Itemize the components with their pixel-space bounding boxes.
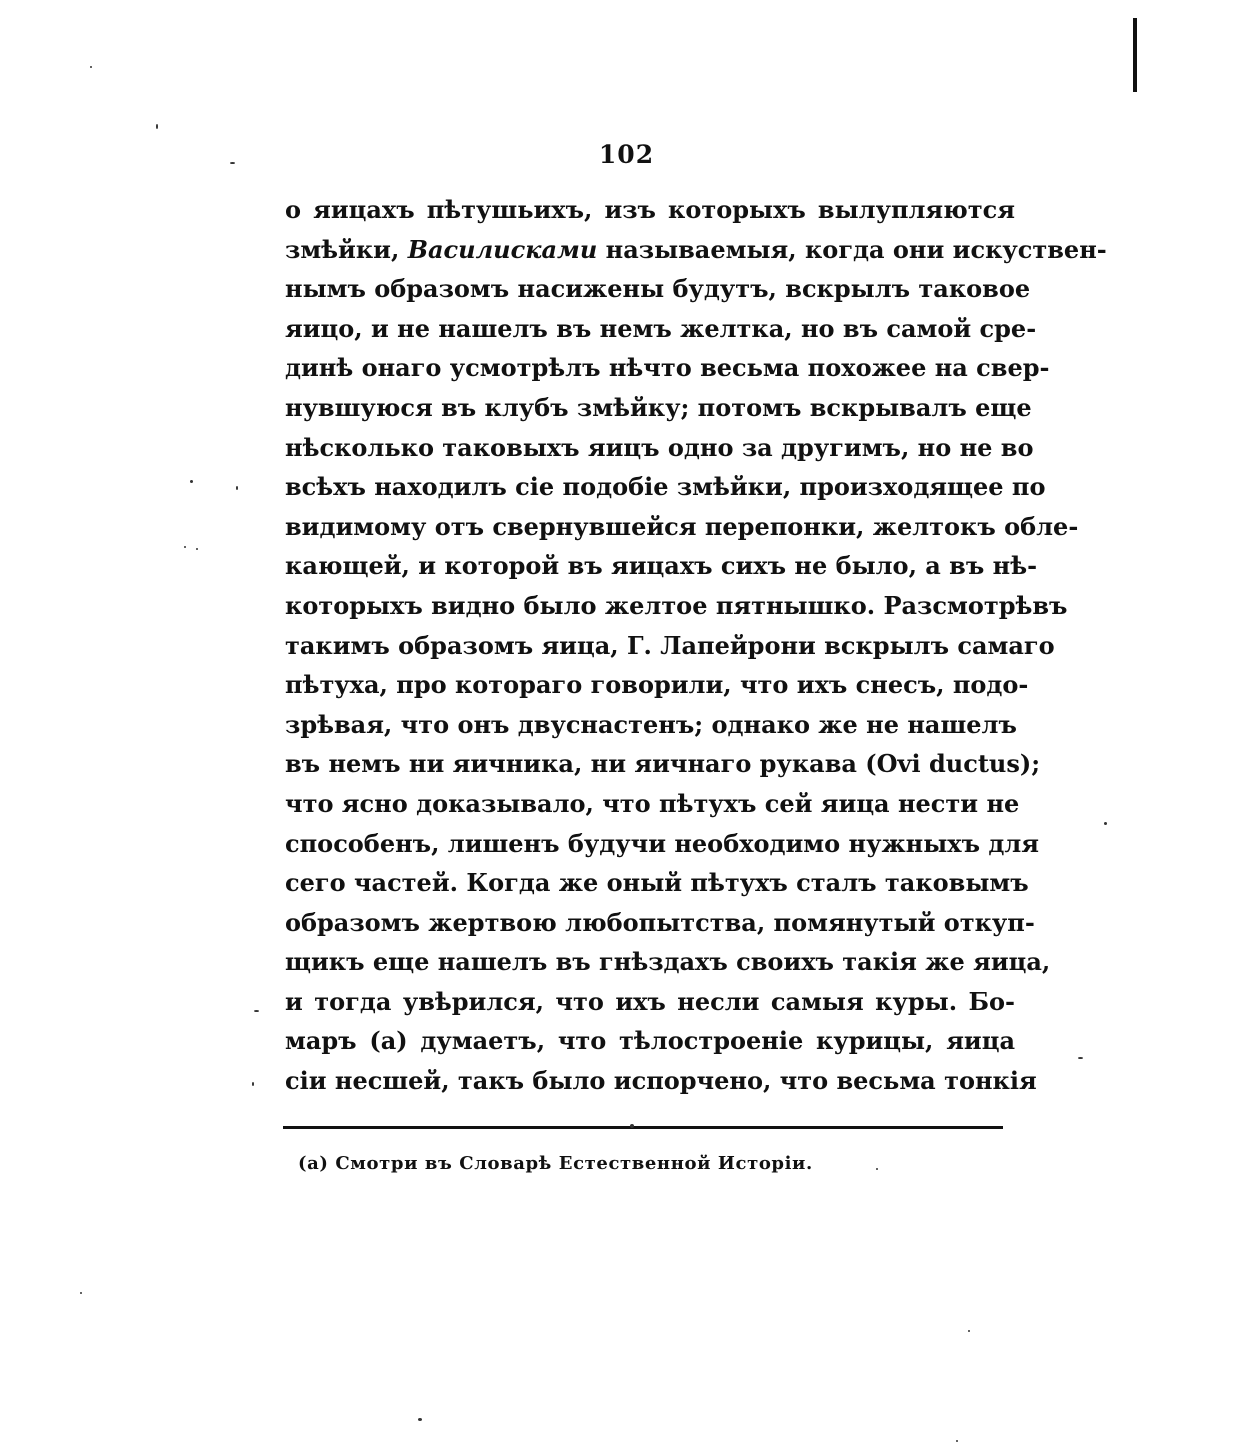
- text-line: всѣхъ находилъ сіе подобіе змѣйки, произходящее по: [285, 472, 1046, 502]
- italic-term: Василисками: [407, 234, 598, 264]
- text-line: видимому отъ свернувшейся перепонки, желтокъ обле-: [285, 511, 1079, 541]
- scan-speck: [1078, 1057, 1083, 1059]
- scan-speck: [254, 1010, 259, 1012]
- text-line: сего частей. Когда же оный пѣтухъ сталъ таковымъ: [285, 868, 1029, 898]
- scan-speck: [230, 162, 235, 164]
- text-line: динѣ онаго усмотрѣлъ нѣчто весьма похожее на свер-: [285, 353, 1050, 383]
- text-line: такимъ образомъ яица, Г. Лапейрони вскрылъ самаго: [285, 630, 1055, 660]
- footnote: (а) Смотри въ Словарѣ Естественной Исторіи.: [298, 1153, 813, 1174]
- scan-speck: [236, 486, 238, 490]
- scan-speck: [876, 1168, 878, 1170]
- text-line-start: змѣйки,: [285, 234, 408, 264]
- scan-speck: [196, 548, 198, 550]
- page-edge-shadow: [1133, 18, 1137, 92]
- text-line: маръ (а) думаетъ, что тѣлостроеніе курицы, яица: [285, 1026, 1015, 1056]
- text-line: что ясно доказывало, что пѣтухъ сей яица нести не: [285, 788, 1020, 818]
- scan-speck: [184, 546, 186, 548]
- scan-speck: [252, 1082, 254, 1086]
- scan-speck: [1104, 822, 1107, 825]
- body-text: [285, 190, 1107, 1101]
- scan-speck: [190, 480, 193, 483]
- scan-speck: [968, 1330, 970, 1332]
- text-line-end: называемыя, когда они искуствен-: [597, 234, 1107, 264]
- scan-speck: [156, 124, 158, 129]
- scan-speck: [630, 1124, 634, 1128]
- text-line: пѣтуха, про котораго говорили, что ихъ снесъ, подо-: [285, 670, 1029, 700]
- text-line: о яицахъ пѣтушьихъ, изъ которыхъ вылупляются: [285, 195, 1015, 224]
- text-line: нымъ образомъ насижены будутъ, вскрылъ таковое: [285, 274, 1031, 304]
- text-line: сіи несшей, такъ было испорчено, что весьма тонкія: [285, 1066, 1037, 1096]
- text-line: щикъ еще нашелъ въ гнѣздахъ своихъ такія же яица,: [285, 947, 1051, 977]
- text-line: зрѣвая, что онъ двуснастенъ; однако же не нашелъ: [285, 709, 1017, 739]
- scan-speck: [956, 1440, 958, 1442]
- text-line: [285, 230, 1107, 270]
- text-line: которыхъ видно было желтое пятнышко. Разсмотрѣвъ: [285, 590, 1068, 620]
- scan-speck: [90, 66, 92, 68]
- text-line: нѣсколько таковыхъ яицъ одно за другимъ, но не во: [285, 432, 1034, 462]
- text-line: въ немъ ни яичника, ни яичнаго рукава (Ovi ductus);: [285, 749, 1041, 779]
- text-line: образомъ жертвою любопытства, помянутый откуп-: [285, 907, 1035, 937]
- text-line: способенъ, лишенъ будучи необходимо нужныхъ для: [285, 828, 1040, 858]
- page-number: 102: [598, 140, 655, 169]
- text-line: яицо, и не нашелъ въ немъ желтка, но въ самой сре-: [285, 313, 1037, 343]
- scan-speck: [418, 1418, 422, 1421]
- footnote-rule: [283, 1126, 1003, 1129]
- text-line: кающей, и которой въ яицахъ сихъ не было, а въ нѣ-: [285, 551, 1038, 581]
- text-line: нувшуюся въ клубъ змѣйку; потомъ вскрывалъ еще: [285, 392, 1032, 422]
- scan-speck: [80, 1292, 82, 1294]
- text-line: и тогда увѣрился, что ихъ несли самыя куры. Бо-: [285, 986, 1015, 1016]
